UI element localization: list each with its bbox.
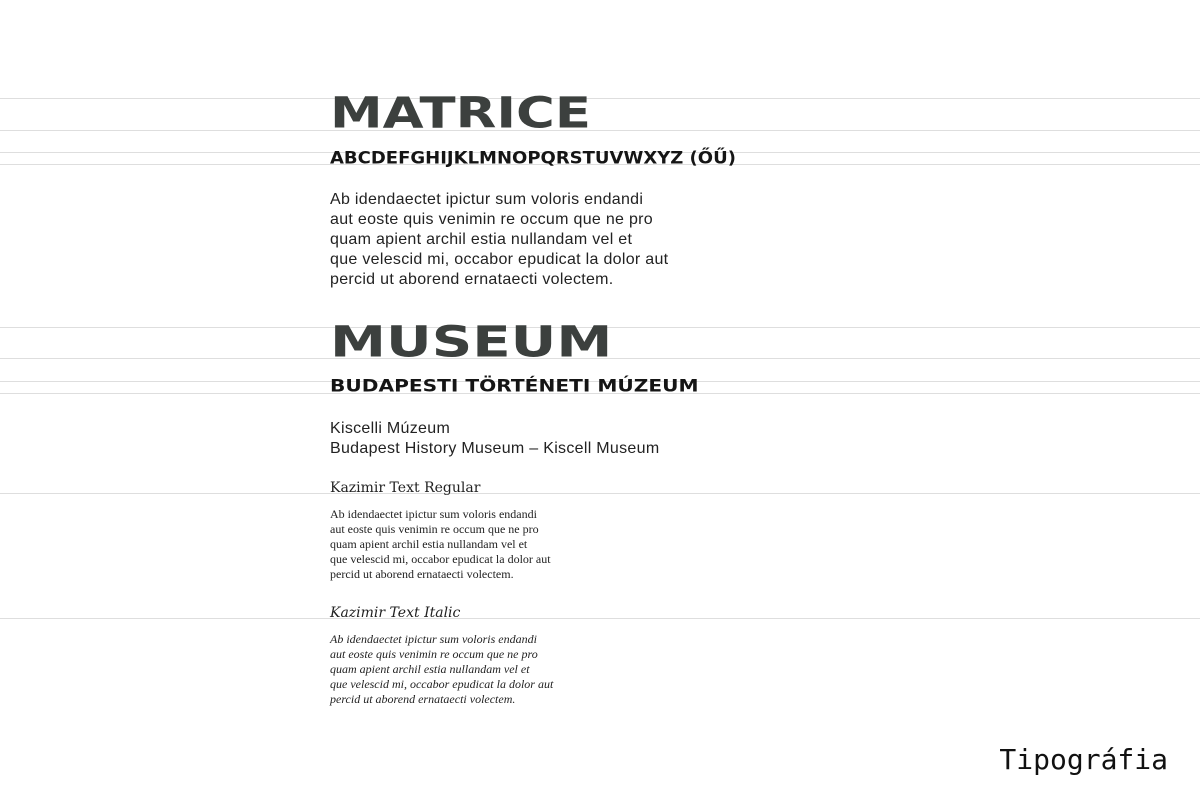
museum-line: Kiscelli Múzeum <box>330 420 451 437</box>
body-line: percid ut aborend ernataecti volectem. <box>330 567 514 581</box>
museum-lines <box>330 419 659 459</box>
kazimir-italic-body <box>330 632 553 707</box>
section-label: Tipográfia <box>999 743 1168 776</box>
body-line: aut eoste quis venimin re occum que ne pro <box>330 211 653 228</box>
body-line: aut eoste quis venimin re occum que ne pro <box>330 522 539 536</box>
body-line: que velescid mi, occabor epudicat la dolor aut <box>330 552 551 566</box>
kazimir-regular-body <box>330 507 551 582</box>
matrice-title: MATRICE <box>330 87 592 138</box>
museum-line: Budapest History Museum – Kiscell Museum <box>330 440 660 457</box>
body-line: Ab idendaectet ipictur sum voloris endandi <box>330 191 644 208</box>
guide-line <box>0 130 1200 131</box>
body-line: quam apient archil estia nullandam vel et <box>330 537 528 551</box>
kazimir-regular-title: Kazimir Text Regular <box>330 480 481 496</box>
body-line: Ab idendaectet ipictur sum voloris endandi <box>330 507 537 521</box>
body-line: quam apient archil estia nullandam vel et <box>330 662 530 676</box>
matrice-body <box>330 190 668 290</box>
body-line: percid ut aborend ernataecti volectem. <box>330 692 516 706</box>
body-line: percid ut aborend ernataecti volectem. <box>330 271 614 288</box>
kazimir-italic-title: Kazimir Text Italic <box>330 605 461 621</box>
body-line: aut eoste quis venimin re occum que ne pro <box>330 647 538 661</box>
body-line: quam apient archil estia nullandam vel et <box>330 231 633 248</box>
body-line: Ab idendaectet ipictur sum voloris endandi <box>330 632 537 646</box>
matrice-alphabet: ABCDEFGHIJKLMNOPQRSTUVWXYZ (ŐŰ) <box>330 148 736 169</box>
guide-line <box>0 618 1200 619</box>
body-line: que velescid mi, occabor epudicat la dolor aut <box>330 251 669 268</box>
guide-line <box>0 98 1200 99</box>
museum-title: MUSEUM <box>330 316 613 367</box>
guide-line <box>0 493 1200 494</box>
museum-subtitle: BUDAPESTI TÖRTÉNETI MÚZEUM <box>330 376 699 397</box>
body-line: que velescid mi, occabor epudicat la dolor aut <box>330 677 554 691</box>
